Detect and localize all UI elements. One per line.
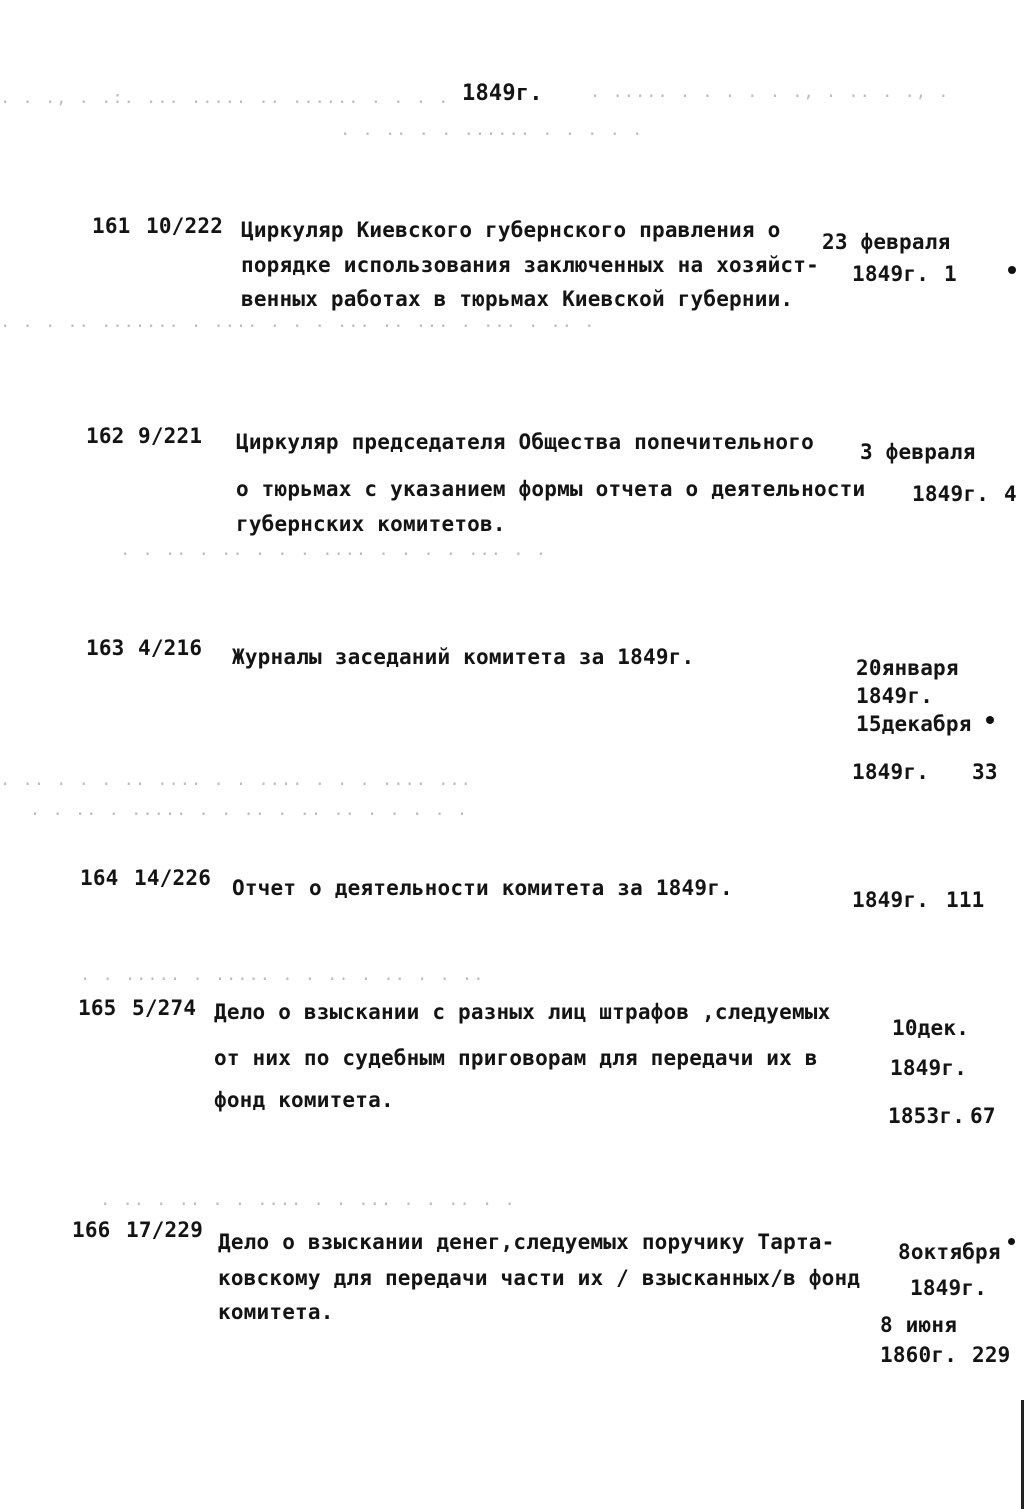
bleed-through-mark: . . . .. ....... . .... . . . ... .. ... . ... . .. .	[0, 312, 596, 332]
entry-reference: 9/221	[138, 424, 203, 448]
entry-reference: 5/274	[132, 996, 197, 1020]
entry-date-line: 1860г.	[880, 1343, 958, 1367]
entry-title-line: ковскому для передачи части их / взысканных/в фонд	[218, 1266, 861, 1290]
entry-title-line: Дело о взыскании денег,следуемых поручику Тарта-	[218, 1230, 835, 1254]
entry-title-line: венных работах в тюрьмах Киевской губернии.	[241, 287, 794, 311]
bleed-through-mark: . . ..... . ..... . . .. . .. . . ..	[80, 965, 485, 985]
entry-sheet-count: 4	[1004, 482, 1017, 506]
bleed-through-mark: . . ., . .:. ... ..... .. ...... . . . .	[0, 88, 450, 108]
entry-sheet-count: 33	[972, 760, 998, 784]
entry-number: 166	[72, 1218, 111, 1242]
entry-date-line: 10дек.	[892, 1016, 970, 1040]
entry-sheet-count: 229	[972, 1343, 1011, 1367]
entry-title-line: Циркуляр председателя Общества попечительного	[236, 430, 814, 454]
entry-number: 162	[86, 424, 125, 448]
entry-reference: 14/226	[134, 866, 212, 890]
entry-number: 164	[80, 866, 119, 890]
entry-date-line: 1849г.	[852, 760, 930, 784]
entry-title-line: фонд комитета.	[214, 1088, 394, 1112]
bleed-through-mark: . . .. . .. . . . .... . . . . ... . .	[120, 540, 547, 560]
entry-title-line: Циркуляр Киевского губернского правления о	[241, 218, 781, 242]
entry-date-line: 3 февраля	[860, 440, 976, 464]
entry-title-line: Дело о взыскании с разных лиц штрафов ,следуемых	[214, 1000, 831, 1024]
entry-date-line: 1849г.	[890, 1056, 968, 1080]
entry-reference: 4/216	[138, 636, 203, 660]
margin-dot-mark	[1008, 266, 1016, 274]
header-year: 1849г.	[462, 81, 543, 106]
entry-date-line: 20января	[856, 656, 959, 680]
entry-title-line: губернских комитетов.	[236, 512, 506, 536]
entry-date-line: 15декабря	[856, 712, 972, 736]
bleed-through-mark: . .. . .. . . .... . . ... . . .. . .	[100, 1190, 516, 1210]
entry-date-line: 8 июня	[880, 1313, 958, 1337]
entry-title-line: комитета.	[218, 1300, 334, 1324]
entry-title-line: порядке использования заключенных на хозяйст-	[241, 253, 819, 277]
entry-number: 161	[92, 214, 131, 238]
bleed-through-mark: . ..... . . . . . ., . .. . ., .	[590, 82, 950, 102]
entry-date-line: 1849г.	[856, 684, 934, 708]
entry-title-line: от них по судебным приговорам для передачи их в	[214, 1046, 818, 1070]
entry-sheet-count: 1	[944, 262, 957, 286]
entry-sheet-count: 67	[970, 1104, 996, 1128]
margin-dot-mark	[986, 716, 994, 724]
margin-dot-mark	[1008, 1238, 1015, 1245]
entry-date-line: 1849г.	[910, 1276, 988, 1300]
entry-reference: 10/222	[146, 214, 224, 238]
bleed-through-mark: . . .. . ..... . . .. . .. .. . . . . .	[30, 800, 469, 820]
bleed-through-mark: . .. . . . .. .... . . .... . . . .... ...	[0, 770, 472, 790]
entry-date-line: 1849г.	[852, 262, 930, 286]
entry-sheet-count: 111	[946, 888, 985, 912]
bleed-through-mark: . . .. . . ...... . . . . .	[340, 120, 644, 140]
entry-number: 163	[86, 636, 125, 660]
entry-date-line: 23 февраля	[822, 230, 951, 254]
entry-title-line: Журналы заседаний комитета за 1849г.	[232, 645, 695, 669]
entry-date-line: 1853г.	[888, 1104, 966, 1128]
entry-reference: 17/229	[126, 1218, 204, 1242]
entry-title-line: Отчет о деятельности комитета за 1849г.	[232, 876, 733, 900]
entry-title-line: о тюрьмах с указанием формы отчета о деятельности	[236, 477, 866, 501]
entry-date-line: 8октября	[898, 1240, 1001, 1264]
entry-date-line: 1849г.	[852, 888, 930, 912]
entry-number: 165	[78, 996, 117, 1020]
entry-date-line: 1849г.	[912, 482, 990, 506]
